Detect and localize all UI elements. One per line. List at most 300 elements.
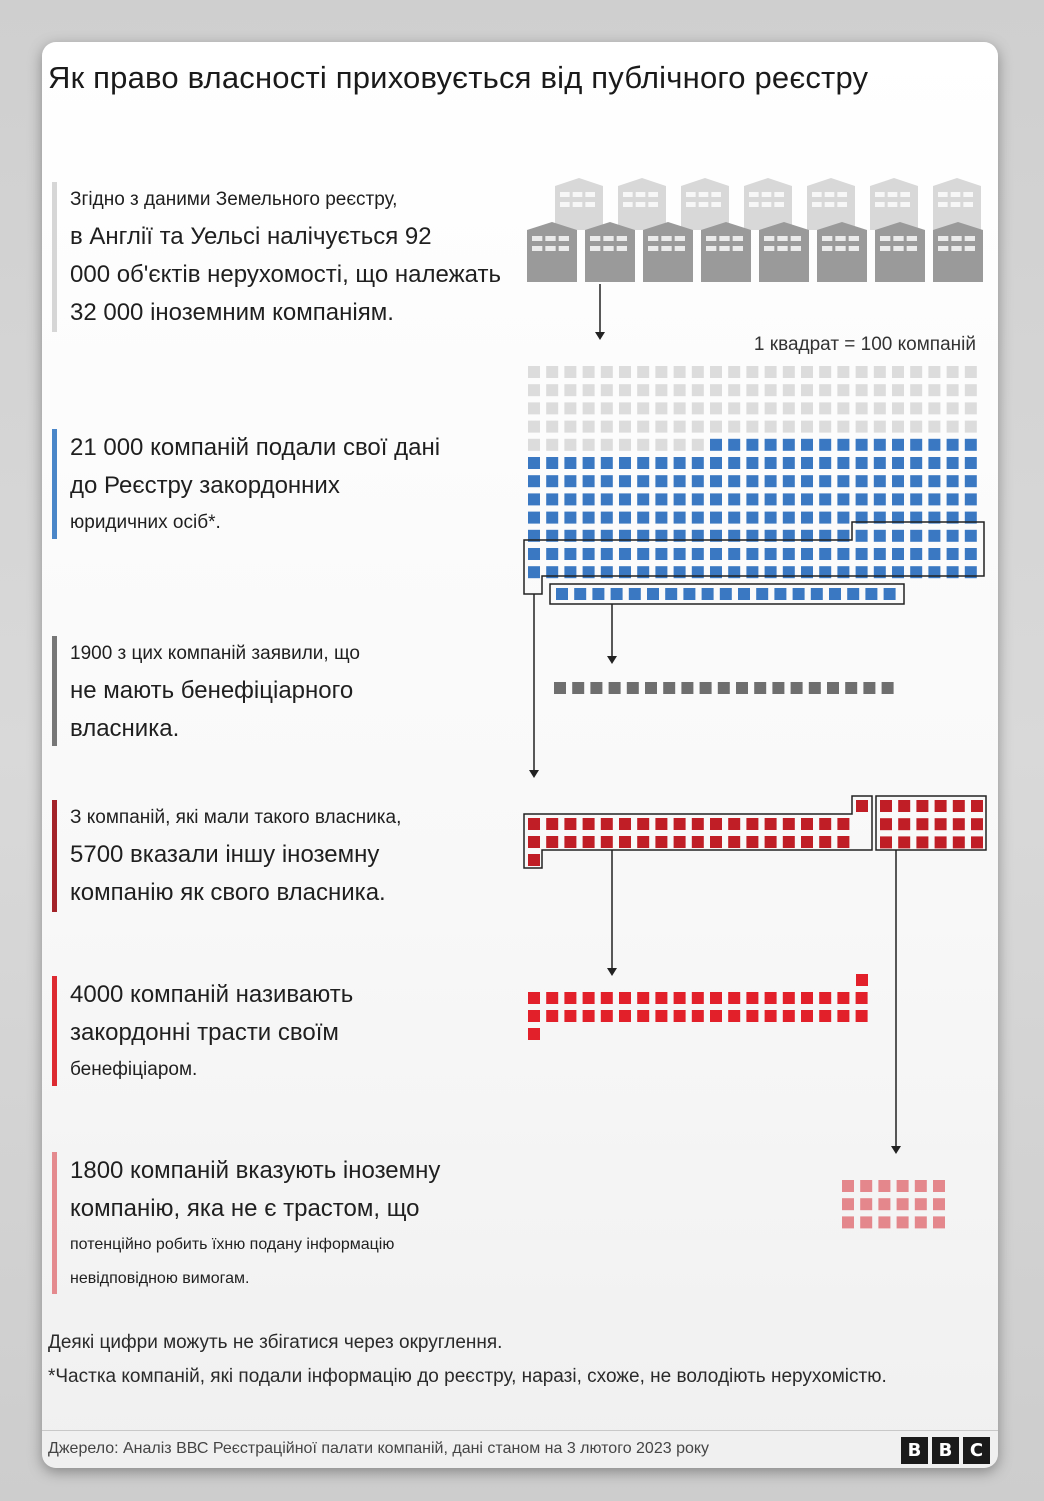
waffle-square — [819, 512, 831, 524]
group-outline — [524, 796, 872, 868]
waffle-square — [710, 1010, 722, 1022]
waffle-square — [728, 548, 740, 560]
waffle-square — [710, 384, 722, 396]
waffle-square — [556, 588, 568, 600]
waffle-square — [801, 402, 813, 414]
house-window — [893, 236, 903, 241]
waffle-square — [746, 818, 758, 830]
waffle-square — [819, 475, 831, 487]
waffle-square — [718, 682, 730, 694]
house-window — [762, 192, 772, 197]
waffle-square — [583, 818, 595, 830]
house-window — [777, 236, 787, 241]
waffle-square — [583, 493, 595, 505]
house-window — [835, 246, 845, 251]
waffle-square — [710, 402, 722, 414]
house-window — [849, 236, 859, 241]
waffle-square — [710, 439, 722, 451]
waffle-square — [637, 1010, 649, 1022]
waffle-square — [928, 439, 940, 451]
section-line: 000 об'єктів нерухомості, що належать — [70, 261, 501, 288]
waffle-square — [546, 992, 558, 1004]
waffle-square — [528, 457, 540, 469]
waffle-square — [583, 402, 595, 414]
house-window — [560, 192, 570, 197]
waffle-square — [801, 818, 813, 830]
section-line: компанію як свого власника. — [70, 879, 386, 906]
waffle-square — [528, 402, 540, 414]
waffle-square — [619, 366, 631, 378]
waffle-square — [564, 366, 576, 378]
waffle-square — [892, 366, 904, 378]
waffle-graphic — [42, 42, 998, 1468]
waffle-square — [898, 800, 910, 812]
waffle-square — [765, 366, 777, 378]
waffle-square — [819, 421, 831, 433]
waffle-square — [629, 588, 641, 600]
house-window — [963, 192, 973, 197]
section-line: 1800 компаній вказують іноземну — [70, 1157, 441, 1184]
house-window — [686, 202, 696, 207]
waffle-square — [655, 548, 667, 560]
house-window — [585, 192, 595, 197]
waffle-square — [783, 402, 795, 414]
waffle-square — [865, 588, 877, 600]
waffle-square — [728, 512, 740, 524]
waffle-square — [564, 548, 576, 560]
waffle-square — [856, 366, 868, 378]
waffle-square — [710, 493, 722, 505]
waffle-square — [837, 548, 849, 560]
waffle-square — [884, 588, 896, 600]
house-window — [675, 246, 685, 251]
waffle-square — [583, 421, 595, 433]
house-window — [900, 192, 910, 197]
waffle-square — [546, 818, 558, 830]
waffle-square — [801, 992, 813, 1004]
waffle-square — [655, 493, 667, 505]
waffle-square — [609, 682, 621, 694]
waffle-square — [720, 588, 732, 600]
logo-letter: C — [963, 1437, 990, 1464]
waffle-square — [801, 548, 813, 560]
waffle-square — [728, 402, 740, 414]
waffle-square — [910, 530, 922, 542]
waffle-square — [910, 493, 922, 505]
house-window — [774, 192, 784, 197]
waffle-square — [601, 457, 613, 469]
waffle-square — [837, 402, 849, 414]
waffle-square — [746, 439, 758, 451]
waffle-square — [880, 800, 892, 812]
waffle-square — [915, 1198, 927, 1210]
waffle-square — [947, 475, 959, 487]
waffle-square — [674, 512, 686, 524]
house-window — [532, 236, 542, 241]
house-window — [590, 236, 600, 241]
waffle-square — [619, 421, 631, 433]
waffle-square — [546, 512, 558, 524]
waffle-square — [910, 402, 922, 414]
waffle-square — [947, 366, 959, 378]
waffle-square — [655, 512, 667, 524]
house-window — [648, 192, 658, 197]
house-roof — [933, 178, 981, 186]
waffle-square — [910, 457, 922, 469]
waffle-square — [619, 818, 631, 830]
house-window — [711, 202, 721, 207]
footer-divider — [42, 1430, 998, 1431]
waffle-square — [897, 1216, 909, 1228]
section-line: 21 000 компаній подали свої дані — [70, 434, 441, 461]
house-window — [706, 236, 716, 241]
legend-unit: 1 квадрат = 100 компаній — [753, 334, 976, 355]
house-roof — [807, 178, 855, 186]
waffle-square — [546, 457, 558, 469]
waffle-square — [564, 457, 576, 469]
waffle-square — [947, 548, 959, 560]
waffle-square — [783, 366, 795, 378]
waffle-square — [892, 421, 904, 433]
waffle-square — [700, 682, 712, 694]
waffle-square — [935, 800, 947, 812]
house-window — [636, 192, 646, 197]
waffle-square — [897, 1198, 909, 1210]
house-window — [900, 202, 910, 207]
waffle-square — [842, 1216, 854, 1228]
waffle-square — [692, 457, 704, 469]
waffle-square — [783, 992, 795, 1004]
waffle-square — [783, 384, 795, 396]
waffle-square — [692, 512, 704, 524]
waffle-square — [882, 682, 894, 694]
waffle-square — [746, 402, 758, 414]
waffle-square — [765, 402, 777, 414]
house-window — [699, 192, 709, 197]
waffle-square — [692, 421, 704, 433]
waffle-square — [702, 588, 714, 600]
waffle-square — [583, 366, 595, 378]
waffle-square — [583, 992, 595, 1004]
house-window — [560, 202, 570, 207]
waffle-square — [728, 439, 740, 451]
waffle-square — [860, 1180, 872, 1192]
waffle-square — [845, 682, 857, 694]
waffle-square — [528, 1010, 540, 1022]
waffle-square — [892, 457, 904, 469]
house-window — [661, 236, 671, 241]
section-line: бенефіціаром. — [70, 1059, 198, 1080]
waffle-square — [856, 475, 868, 487]
section-line: закордонні трасти своїм — [70, 1019, 339, 1046]
waffle-square — [947, 457, 959, 469]
house-window — [791, 246, 801, 251]
waffle-square — [910, 384, 922, 396]
waffle-square — [655, 421, 667, 433]
waffle-square — [971, 836, 983, 848]
house-window — [648, 202, 658, 207]
house-window — [875, 202, 885, 207]
house-roof — [681, 178, 729, 186]
waffle-square — [965, 493, 977, 505]
house-window — [951, 236, 961, 241]
house-window — [951, 202, 961, 207]
waffle-square — [528, 493, 540, 505]
waffle-square — [710, 512, 722, 524]
waffle-square — [772, 682, 784, 694]
house-window — [623, 192, 633, 197]
waffle-square — [878, 1180, 890, 1192]
waffle-square — [765, 512, 777, 524]
house-window — [719, 236, 729, 241]
section-line: невідповідною вимогам. — [70, 1270, 250, 1287]
house-window — [686, 192, 696, 197]
waffle-square — [933, 1180, 945, 1192]
waffle-square — [583, 512, 595, 524]
waffle-square — [746, 421, 758, 433]
waffle-square — [953, 836, 965, 848]
waffle-square — [674, 439, 686, 451]
house-window — [719, 246, 729, 251]
waffle-square — [863, 682, 875, 694]
waffle-square — [746, 992, 758, 1004]
waffle-square — [874, 548, 886, 560]
waffle-square — [933, 1198, 945, 1210]
waffle-square — [546, 366, 558, 378]
house-window — [880, 246, 890, 251]
logo-letter: B — [901, 1437, 928, 1464]
waffle-square — [856, 530, 868, 542]
waffle-square — [910, 421, 922, 433]
house-window — [938, 202, 948, 207]
waffle-square — [683, 588, 695, 600]
waffle-square — [765, 475, 777, 487]
section-line: потенційно робить їхню подану інформацію — [70, 1236, 395, 1253]
house-window — [617, 246, 627, 251]
waffle-square — [783, 421, 795, 433]
waffle-square — [590, 682, 602, 694]
waffle-square — [819, 439, 831, 451]
waffle-square — [874, 384, 886, 396]
waffle-square — [637, 366, 649, 378]
house-window — [749, 192, 759, 197]
waffle-square — [819, 457, 831, 469]
waffle-square — [637, 384, 649, 396]
waffle-square — [528, 992, 540, 1004]
waffle-square — [801, 439, 813, 451]
infographic-card — [42, 42, 998, 1468]
waffle-square — [546, 475, 558, 487]
waffle-square — [947, 384, 959, 396]
waffle-square — [738, 588, 750, 600]
section-line: юридичних осіб*. — [70, 512, 221, 533]
waffle-square — [710, 366, 722, 378]
waffle-square — [837, 493, 849, 505]
waffle-square — [692, 836, 704, 848]
waffle-square — [692, 384, 704, 396]
waffle-square — [710, 836, 722, 848]
house-window — [532, 246, 542, 251]
waffle-square — [746, 384, 758, 396]
waffle-square — [736, 682, 748, 694]
waffle-square — [910, 548, 922, 560]
waffle-square — [674, 402, 686, 414]
waffle-square — [655, 992, 667, 1004]
waffle-square — [528, 475, 540, 487]
house-roof — [744, 178, 792, 186]
house-window — [812, 202, 822, 207]
waffle-square — [619, 439, 631, 451]
waffle-square — [637, 402, 649, 414]
waffle-square — [819, 818, 831, 830]
waffle-square — [674, 457, 686, 469]
waffle-square — [710, 992, 722, 1004]
waffle-square — [637, 818, 649, 830]
waffle-square — [801, 512, 813, 524]
house-window — [951, 246, 961, 251]
waffle-square — [892, 493, 904, 505]
waffle-square — [971, 800, 983, 812]
waffle-square — [681, 682, 693, 694]
waffle-square — [655, 439, 667, 451]
waffle-square — [627, 682, 639, 694]
waffle-square — [916, 818, 928, 830]
waffle-square — [728, 493, 740, 505]
waffle-square — [801, 475, 813, 487]
waffle-square — [619, 475, 631, 487]
waffle-square — [892, 384, 904, 396]
waffle-square — [892, 439, 904, 451]
waffle-square — [765, 493, 777, 505]
waffle-square — [746, 1010, 758, 1022]
waffle-square — [765, 384, 777, 396]
section-line: З компаній, які мали такого власника, — [70, 807, 402, 828]
waffle-square — [874, 366, 886, 378]
waffle-square — [860, 1216, 872, 1228]
waffle-square — [783, 548, 795, 560]
house-window — [749, 202, 759, 207]
waffle-square — [910, 475, 922, 487]
house-window — [648, 246, 658, 251]
waffle-square — [564, 402, 576, 414]
waffle-square — [619, 457, 631, 469]
waffle-square — [583, 475, 595, 487]
waffle-square — [546, 548, 558, 560]
waffle-square — [819, 548, 831, 560]
waffle-square — [897, 1180, 909, 1192]
house-window — [603, 236, 613, 241]
house-window — [648, 236, 658, 241]
bbc-logo — [901, 1437, 990, 1464]
waffle-square — [947, 402, 959, 414]
house-window — [907, 246, 917, 251]
waffle-square — [874, 421, 886, 433]
waffle-square — [728, 421, 740, 433]
waffle-square — [801, 493, 813, 505]
waffle-square — [842, 1198, 854, 1210]
waffle-square — [928, 475, 940, 487]
waffle-square — [728, 818, 740, 830]
waffle-square — [842, 1180, 854, 1192]
waffle-square — [856, 974, 868, 986]
waffle-square — [601, 402, 613, 414]
waffle-square — [783, 818, 795, 830]
waffle-square — [856, 421, 868, 433]
waffle-square — [935, 818, 947, 830]
house-window — [965, 246, 975, 251]
waffle-square — [915, 1216, 927, 1228]
waffle-square — [783, 439, 795, 451]
waffle-square — [916, 836, 928, 848]
waffle-square — [935, 836, 947, 848]
waffle-square — [655, 836, 667, 848]
waffle-square — [674, 366, 686, 378]
waffle-square — [619, 493, 631, 505]
waffle-square — [746, 457, 758, 469]
section-line: 5700 вказали іншу іноземну — [70, 841, 380, 868]
waffle-square — [728, 836, 740, 848]
house-window — [774, 202, 784, 207]
waffle-square — [637, 439, 649, 451]
house-window — [603, 246, 613, 251]
waffle-square — [856, 992, 868, 1004]
waffle-square — [546, 439, 558, 451]
waffle-square — [765, 457, 777, 469]
house-window — [951, 192, 961, 197]
waffle-square — [546, 421, 558, 433]
waffle-square — [601, 818, 613, 830]
waffle-square — [765, 439, 777, 451]
waffle-square — [837, 457, 849, 469]
section-line: власника. — [70, 715, 180, 742]
waffle-square — [819, 992, 831, 1004]
waffle-square — [874, 530, 886, 542]
waffle-square — [674, 421, 686, 433]
waffle-square — [574, 588, 586, 600]
waffle-square — [809, 682, 821, 694]
waffle-square — [801, 384, 813, 396]
waffle-square — [665, 588, 677, 600]
waffle-square — [619, 836, 631, 848]
waffle-square — [856, 548, 868, 560]
waffle-square — [965, 384, 977, 396]
waffle-square — [655, 818, 667, 830]
waffle-square — [601, 1010, 613, 1022]
waffle-square — [783, 475, 795, 487]
waffle-square — [564, 439, 576, 451]
waffle-square — [728, 992, 740, 1004]
waffle-square — [819, 1010, 831, 1022]
waffle-square — [856, 402, 868, 414]
waffle-square — [601, 366, 613, 378]
house-window — [777, 246, 787, 251]
waffle-square — [710, 818, 722, 830]
waffle-square — [564, 818, 576, 830]
section-line: компанію, яка не є трастом, що — [70, 1195, 420, 1222]
waffle-square — [601, 475, 613, 487]
waffle-square — [619, 1010, 631, 1022]
waffle-square — [837, 818, 849, 830]
waffle-square — [692, 992, 704, 1004]
waffle-square — [528, 1028, 540, 1040]
footnote: *Частка компаній, які подали інформацію до реєстру, наразі, схоже, не володіють нерухомістю. — [48, 1366, 887, 1387]
waffle-square — [528, 384, 540, 396]
house-window — [661, 246, 671, 251]
waffle-square — [765, 548, 777, 560]
waffle-square — [928, 421, 940, 433]
house-window — [965, 236, 975, 241]
waffle-square — [564, 836, 576, 848]
